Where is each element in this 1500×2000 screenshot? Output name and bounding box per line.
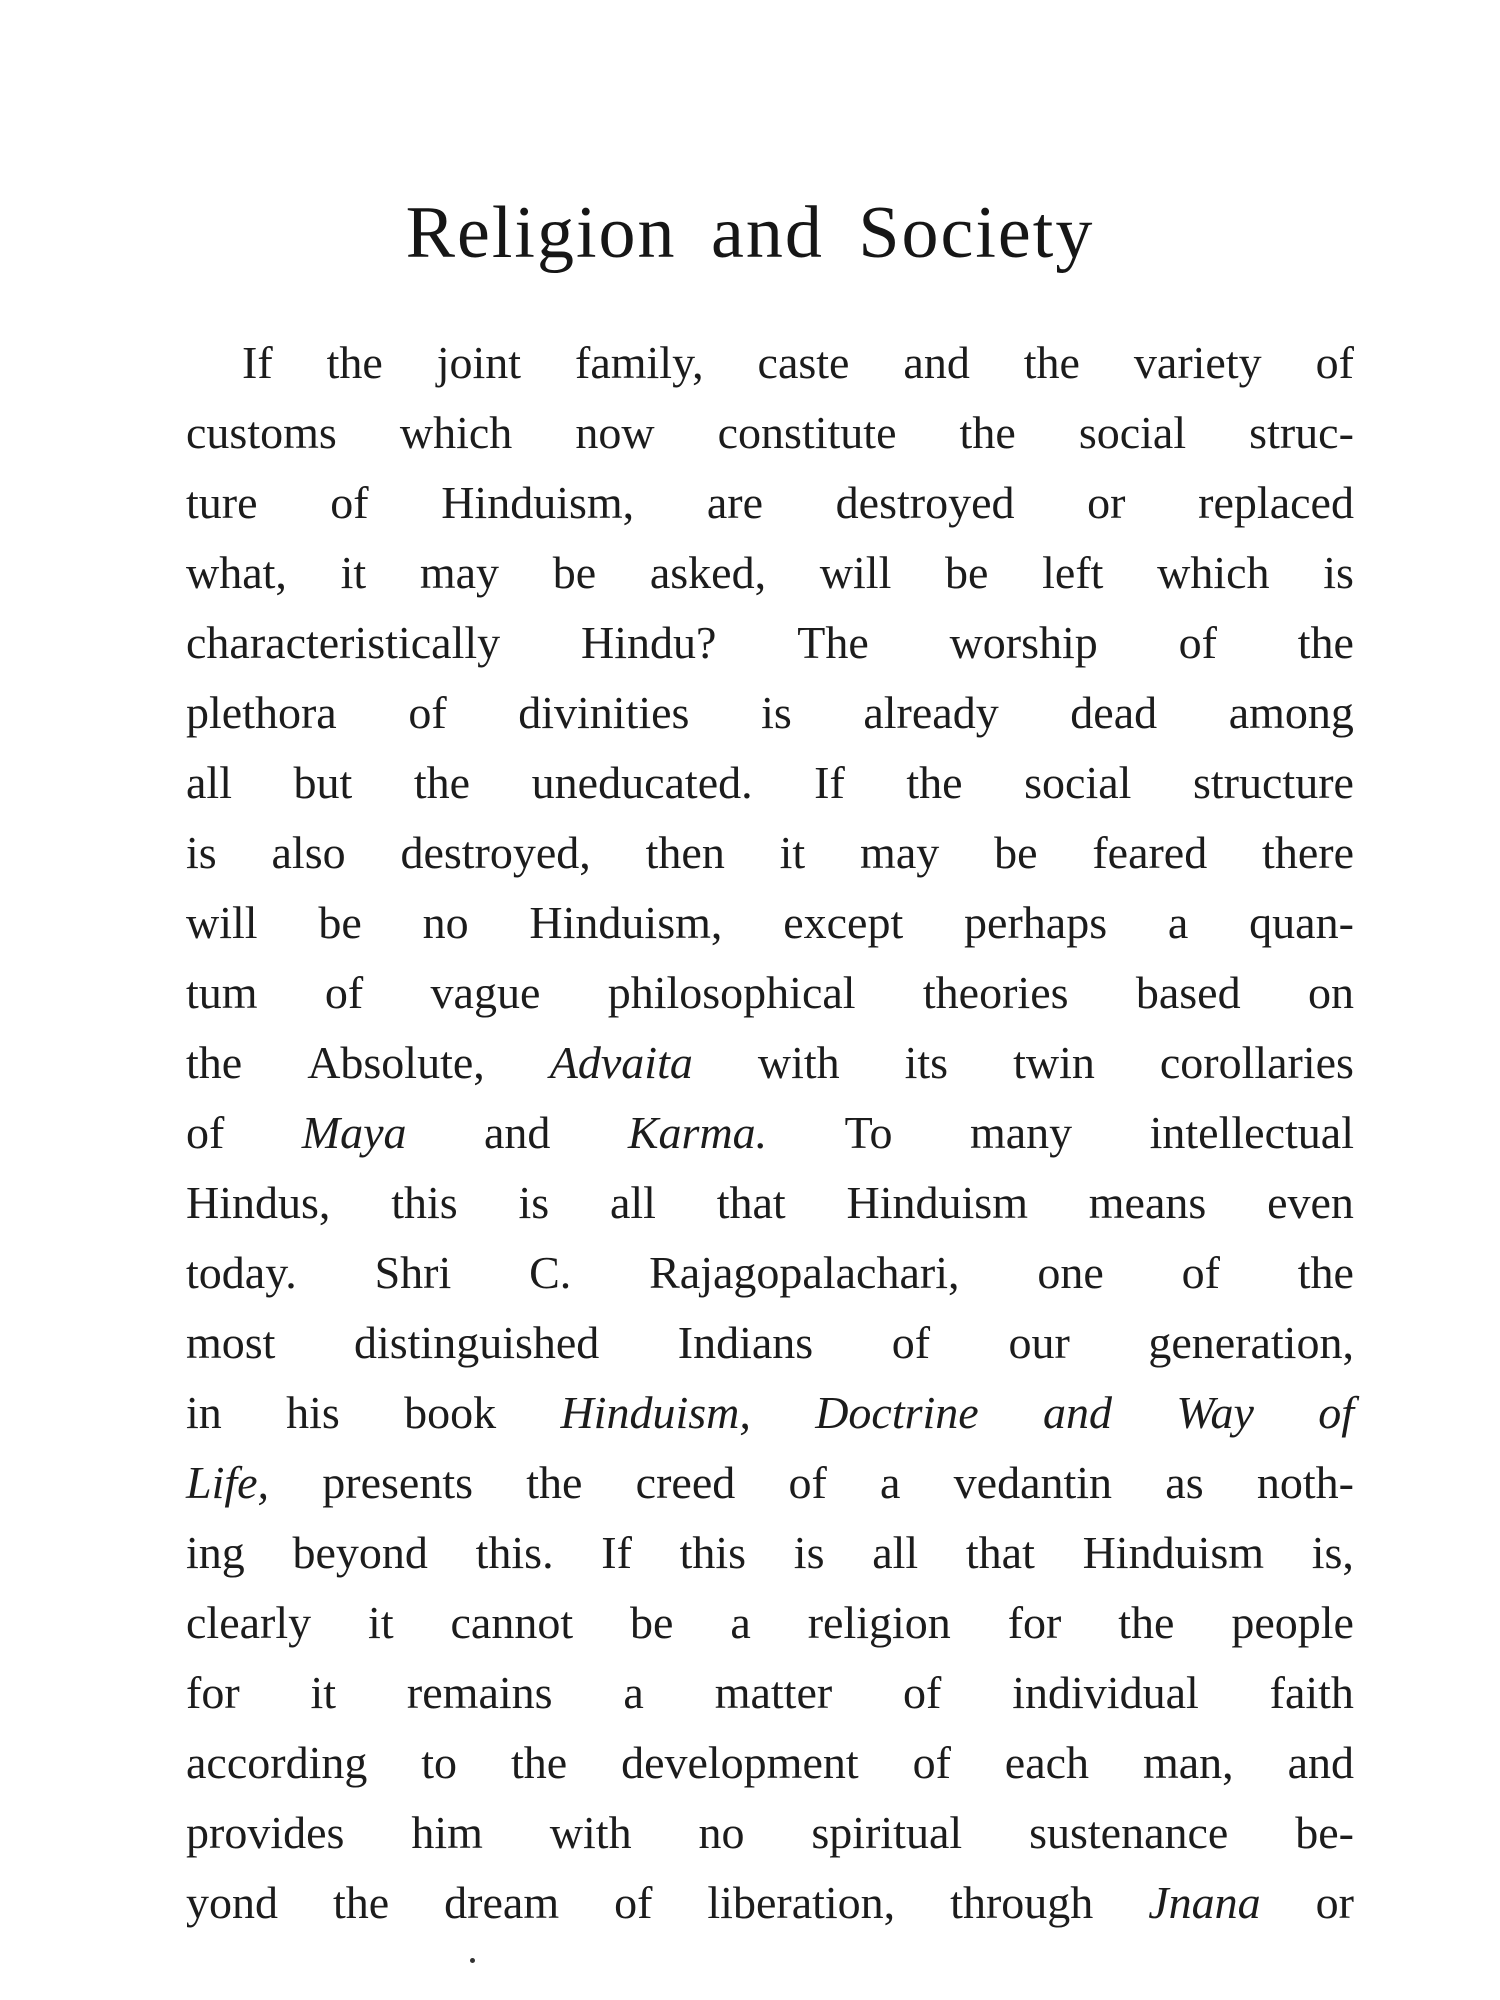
word: be xyxy=(318,897,362,948)
word: The xyxy=(797,617,869,668)
word: with xyxy=(549,1807,632,1858)
word: what, xyxy=(186,547,287,598)
word: To xyxy=(844,1107,893,1158)
word: is xyxy=(186,827,217,878)
word: Hinduism, xyxy=(441,477,635,528)
text-line xyxy=(186,468,1354,538)
word: one xyxy=(1037,1247,1104,1298)
text-line xyxy=(186,1728,1354,1798)
word: a xyxy=(880,1457,901,1508)
word: philosophical xyxy=(607,967,856,1018)
word: means xyxy=(1088,1177,1207,1228)
word: C. xyxy=(529,1247,572,1298)
word: faith xyxy=(1269,1667,1354,1718)
word: today. xyxy=(186,1247,297,1298)
word: liberation, xyxy=(707,1877,896,1928)
text-line xyxy=(186,1868,1354,1938)
word: the xyxy=(1023,337,1080,388)
word: social xyxy=(1024,757,1132,808)
word: If xyxy=(242,337,273,388)
word: it xyxy=(368,1597,394,1648)
word: of xyxy=(408,687,447,738)
word: and xyxy=(903,337,970,388)
word: presents xyxy=(322,1457,474,1508)
word: of xyxy=(1318,1387,1354,1438)
text-line xyxy=(186,1028,1354,1098)
word: is, xyxy=(1311,1527,1354,1578)
word: remains xyxy=(406,1667,553,1718)
text-line xyxy=(186,1518,1354,1588)
text-line xyxy=(186,398,1354,468)
word: each xyxy=(1004,1737,1090,1788)
word: this. xyxy=(475,1527,554,1578)
word: cannot xyxy=(450,1597,574,1648)
word: Hinduism xyxy=(1082,1527,1265,1578)
word: vague xyxy=(430,967,541,1018)
text-line xyxy=(186,958,1354,1028)
word: the xyxy=(959,407,1016,458)
text-line xyxy=(186,1168,1354,1238)
text-line xyxy=(186,818,1354,888)
stray-mark xyxy=(470,1958,475,1963)
word: dream xyxy=(444,1877,560,1928)
word: that xyxy=(965,1527,1035,1578)
word: Hinduism xyxy=(846,1177,1028,1228)
word: Hinduism, xyxy=(529,897,723,948)
word: Life, xyxy=(186,1457,270,1508)
word: Karma. xyxy=(627,1107,768,1158)
word: on xyxy=(1307,967,1354,1018)
word: through xyxy=(950,1877,1094,1928)
word: uneducated. xyxy=(531,757,753,808)
word: the xyxy=(1297,617,1354,668)
word: and xyxy=(1043,1387,1113,1438)
word: all xyxy=(609,1177,656,1228)
text-line xyxy=(186,1308,1354,1378)
word: the xyxy=(526,1457,583,1508)
word: the xyxy=(413,757,471,808)
word: of xyxy=(330,477,369,528)
word: individual xyxy=(1012,1667,1199,1718)
word: struc- xyxy=(1249,407,1354,458)
word: according xyxy=(186,1737,368,1788)
word: are xyxy=(706,477,763,528)
word: perhaps xyxy=(964,897,1108,948)
word: among xyxy=(1228,687,1354,738)
word: spiritual xyxy=(811,1807,963,1858)
word: generation, xyxy=(1148,1317,1354,1368)
word: the xyxy=(1118,1597,1175,1648)
word: social xyxy=(1078,407,1187,458)
word: If xyxy=(601,1527,632,1578)
word: is xyxy=(793,1527,825,1578)
word: feared xyxy=(1092,827,1208,878)
word: left xyxy=(1042,547,1104,598)
word: with xyxy=(757,1037,840,1088)
word: already xyxy=(863,687,999,738)
word: it xyxy=(310,1667,337,1718)
word: its xyxy=(904,1037,949,1088)
text-line xyxy=(186,538,1354,608)
word: distinguished xyxy=(353,1317,600,1368)
text-line xyxy=(186,1798,1354,1868)
word: joint xyxy=(436,337,522,388)
word: Maya xyxy=(301,1107,407,1158)
word: be xyxy=(630,1597,674,1648)
word: for xyxy=(1007,1597,1062,1648)
text-line xyxy=(186,1378,1354,1448)
word: be xyxy=(552,547,597,598)
text-line xyxy=(186,678,1354,748)
word: Doctrine xyxy=(815,1387,979,1438)
word: asked, xyxy=(649,547,767,598)
word: there xyxy=(1262,827,1354,878)
word: worship xyxy=(949,617,1098,668)
word: be- xyxy=(1295,1807,1354,1858)
word: to xyxy=(421,1737,458,1788)
word: that xyxy=(716,1177,786,1228)
word: constitute xyxy=(717,407,897,458)
word: Hinduism, xyxy=(560,1387,751,1438)
word: of xyxy=(186,1107,225,1158)
word: ture xyxy=(186,477,258,528)
word: destroyed xyxy=(835,477,1015,528)
word: is xyxy=(1323,547,1354,598)
word: this xyxy=(391,1177,458,1228)
text-line xyxy=(186,1098,1354,1168)
text-line xyxy=(186,888,1354,958)
word: quan- xyxy=(1249,897,1354,948)
word: matter xyxy=(714,1667,833,1718)
body-paragraph xyxy=(186,328,1354,1938)
word: creed xyxy=(635,1457,736,1508)
word: all xyxy=(186,757,232,808)
text-line xyxy=(186,748,1354,818)
word: of xyxy=(903,1667,942,1718)
page-title: Religion and Society xyxy=(405,192,1095,274)
word: it xyxy=(340,547,367,598)
word: dead xyxy=(1070,687,1158,738)
word: in xyxy=(186,1387,222,1438)
word: customs xyxy=(186,407,337,458)
word: his xyxy=(286,1387,340,1438)
text-line xyxy=(186,608,1354,678)
word: most xyxy=(186,1317,276,1368)
word: of xyxy=(912,1737,951,1788)
word: will xyxy=(186,897,258,948)
text-line xyxy=(186,1238,1354,1308)
word: will xyxy=(819,547,892,598)
word: be xyxy=(945,547,989,598)
word: the xyxy=(1297,1247,1354,1298)
word: Absolute, xyxy=(307,1037,485,1088)
word: of xyxy=(324,967,364,1018)
word: of xyxy=(788,1457,827,1508)
word: or xyxy=(1315,1877,1354,1928)
word: vedantin xyxy=(953,1457,1113,1508)
word: this xyxy=(679,1527,747,1578)
word: for xyxy=(186,1667,240,1718)
word: as xyxy=(1165,1457,1204,1508)
text-line xyxy=(186,1658,1354,1728)
word: the xyxy=(326,337,383,388)
word: beyond xyxy=(292,1527,428,1578)
word: of xyxy=(1315,337,1354,388)
word: even xyxy=(1267,1177,1354,1228)
word: Jnana xyxy=(1148,1877,1261,1928)
word: is xyxy=(761,687,792,738)
word: plethora xyxy=(186,687,337,738)
word: Shri xyxy=(374,1247,452,1298)
word: many xyxy=(969,1107,1073,1158)
word: Indians xyxy=(677,1317,814,1368)
word: twin xyxy=(1013,1037,1095,1088)
word: Rajagopalachari, xyxy=(649,1247,960,1298)
text-line xyxy=(186,328,1354,398)
word: divinities xyxy=(518,687,690,738)
word: of xyxy=(1181,1247,1220,1298)
word: development xyxy=(621,1737,859,1788)
word: religion xyxy=(807,1597,951,1648)
word: also xyxy=(271,827,346,878)
word: sustenance xyxy=(1029,1807,1229,1858)
word: family, xyxy=(575,337,704,388)
word: Way xyxy=(1176,1387,1254,1438)
word: a xyxy=(1167,897,1189,948)
word: no xyxy=(422,897,469,948)
word: may xyxy=(419,547,500,598)
word: and xyxy=(1287,1737,1354,1788)
word: no xyxy=(698,1807,745,1858)
word: Hindus, xyxy=(186,1177,331,1228)
word: of xyxy=(614,1877,653,1928)
word: provides xyxy=(186,1807,345,1858)
word: may xyxy=(860,827,940,878)
word: man, xyxy=(1142,1737,1234,1788)
word: our xyxy=(1008,1317,1070,1368)
word: and xyxy=(483,1107,551,1158)
word: a xyxy=(623,1667,644,1718)
word: If xyxy=(814,757,845,808)
word: destroyed, xyxy=(400,827,591,878)
word: characteristically xyxy=(186,617,501,668)
word: be xyxy=(994,827,1038,878)
word: structure xyxy=(1193,757,1354,808)
word: Advaita xyxy=(549,1037,693,1088)
word: of xyxy=(1178,617,1217,668)
word: Hindu? xyxy=(580,617,717,668)
word: then xyxy=(645,827,725,878)
word: corollaries xyxy=(1159,1037,1354,1088)
word: but xyxy=(293,757,353,808)
word: all xyxy=(872,1527,919,1578)
word: the xyxy=(906,757,963,808)
word: is xyxy=(518,1177,550,1228)
word: people xyxy=(1231,1597,1354,1648)
word: book xyxy=(404,1387,497,1438)
word: caste xyxy=(757,337,850,388)
word: based xyxy=(1135,967,1241,1018)
word: variety xyxy=(1133,337,1262,388)
word: intellectual xyxy=(1149,1107,1354,1158)
word: the xyxy=(510,1737,568,1788)
word: it xyxy=(779,827,806,878)
word: replaced xyxy=(1198,477,1354,528)
word: except xyxy=(783,897,904,948)
word: the xyxy=(186,1037,243,1088)
word: clearly xyxy=(186,1597,312,1648)
word: a xyxy=(730,1597,751,1648)
word: or xyxy=(1087,477,1126,528)
word: theories xyxy=(922,967,1069,1018)
word: of xyxy=(891,1317,931,1368)
word: yond xyxy=(186,1877,278,1928)
word: him xyxy=(411,1807,483,1858)
word: which xyxy=(399,407,513,458)
word: noth- xyxy=(1256,1457,1354,1508)
text-line xyxy=(186,1448,1354,1518)
word: the xyxy=(332,1877,390,1928)
text-line xyxy=(186,1588,1354,1658)
word: now xyxy=(575,407,655,458)
word: ing xyxy=(186,1527,245,1578)
word: which xyxy=(1157,547,1270,598)
word: tum xyxy=(186,967,258,1018)
